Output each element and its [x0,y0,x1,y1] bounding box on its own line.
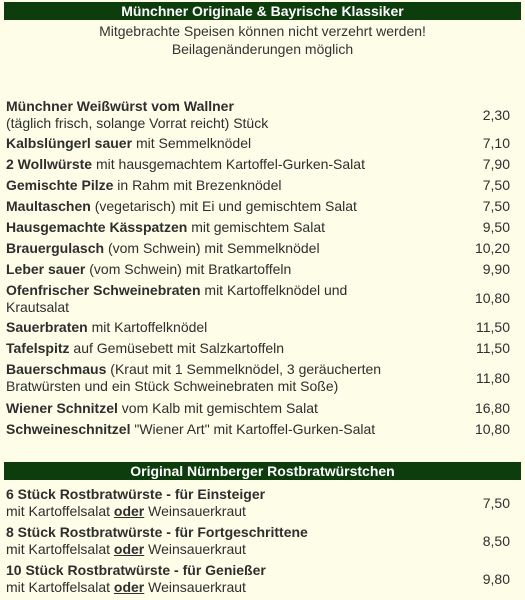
item-desc: mit gemischtem Salat [191,219,326,235]
item-desc: vom Kalb mit gemischtem Salat [121,399,318,416]
item-name: 8 Stück Rostbratwürste - für Fortgeschrittene [6,524,308,540]
item-name: Tafelspitz [6,340,70,356]
item-price: 9,80 [482,570,510,587]
item-price: 11,50 [476,340,510,356]
item-price: 16,80 [474,399,510,416]
notice [0,22,525,58]
item-desc: (vegetarisch) mit Ei und gemischtem Salat [94,198,357,214]
menu-item [6,175,514,196]
item-name: Leber sauer [6,261,86,277]
item-price: 2,30 [482,106,510,123]
menu-item [6,196,514,217]
menu-item [6,238,514,259]
item-price: 8,50 [482,532,510,549]
item-desc: mit Kartoffelknödel und Krautsalat [6,281,348,315]
item-name: 2 Wollwürste [6,156,93,172]
item-price: 7,50 [482,198,510,214]
item-price: 10,80 [474,421,510,437]
item-name: Maultaschen [6,198,91,214]
menu-item [6,338,514,359]
item-desc: (Kraut mit 1 Semmelknödel, 3 geräucherten Bratwürsten und ein Stück Schweinebraten mit Soße) [6,361,382,394]
section-header-nuernberger: Original Nürnberger Rostbratwürstchen [4,462,521,480]
section-header-originale: Münchner Originale & Bayrische Klassiker [4,2,521,20]
menu-item [6,133,514,154]
item-name: Ofenfrischer Schweinebraten [6,281,201,298]
item-price: 11,50 [476,319,510,335]
notice-line-1: Mitgebrachte Speisen können nicht verzehrt werden! [99,23,426,39]
menu-item [6,419,514,440]
menu-item [6,359,514,397]
item-name: Kalbslüngerl sauer [6,135,133,151]
item-desc: (täglich frisch, solange Vorrat reicht) Stück [6,115,269,131]
item-price: 10,20 [474,240,510,256]
item-name: Brauergulasch [6,240,105,256]
item-name: Bauerschmaus [6,361,107,377]
menu-item [6,280,514,317]
item-name: Hausgemachte Kässpatzen [6,219,188,235]
item-desc: mit Kartoffelsalat oder Weinsauerkraut [6,503,246,519]
item-desc: mit Kartoffelsalat oder Weinsauerkraut [6,541,246,557]
item-desc: (vom Schwein) mit Semmelknödel [107,240,320,256]
item-price: 7,50 [482,177,510,193]
menu-list-nuernberger [6,484,514,598]
menu-item [6,217,514,238]
item-price: 7,90 [482,156,510,172]
item-name: Sauerbraten [6,319,88,335]
menu-item [6,259,514,280]
item-desc: "Wiener Art" mit Kartoffel-Gurken-Salat [134,421,376,437]
item-desc: auf Gemüsebett mit Salzkartoffeln [73,340,285,356]
item-name: Gemischte Pilze [6,177,114,193]
item-desc: mit hausgemachtem Kartoffel-Gurken-Salat [95,156,365,172]
item-desc: mit Kartoffelknödel [91,319,208,335]
item-price: 9,50 [482,219,510,235]
menu-item [6,522,514,560]
menu-item [6,484,514,522]
menu-item [6,397,514,419]
item-price: 7,50 [482,494,510,511]
item-name: Münchner Weißwürst vom Wallner [6,98,234,114]
item-name: Wiener Schnitzel [6,399,118,416]
item-name: Schweineschnitzel [6,421,131,437]
item-desc: mit Kartoffelsalat oder Weinsauerkraut [6,579,246,595]
item-desc: (vom Schwein) mit Bratkartoffeln [89,261,292,277]
item-price: 9,90 [482,261,510,277]
menu-item [6,154,514,175]
item-name: 10 Stück Rostbratwürste - für Genießer [6,562,266,578]
menu-item [6,560,514,598]
item-desc: mit Semmelknödel [135,135,252,151]
menu-list-originale [6,97,514,440]
menu-item [6,97,514,133]
item-price: 7,10 [482,135,510,151]
item-desc: in Rahm mit Brezenknödel [117,177,282,193]
item-price: 11,80 [476,369,510,386]
item-name: 6 Stück Rostbratwürste - für Einsteiger [6,486,266,502]
item-price: 10,80 [474,290,510,306]
notice-line-2: Beilagenänderungen möglich [171,41,354,57]
menu-item [6,317,514,338]
